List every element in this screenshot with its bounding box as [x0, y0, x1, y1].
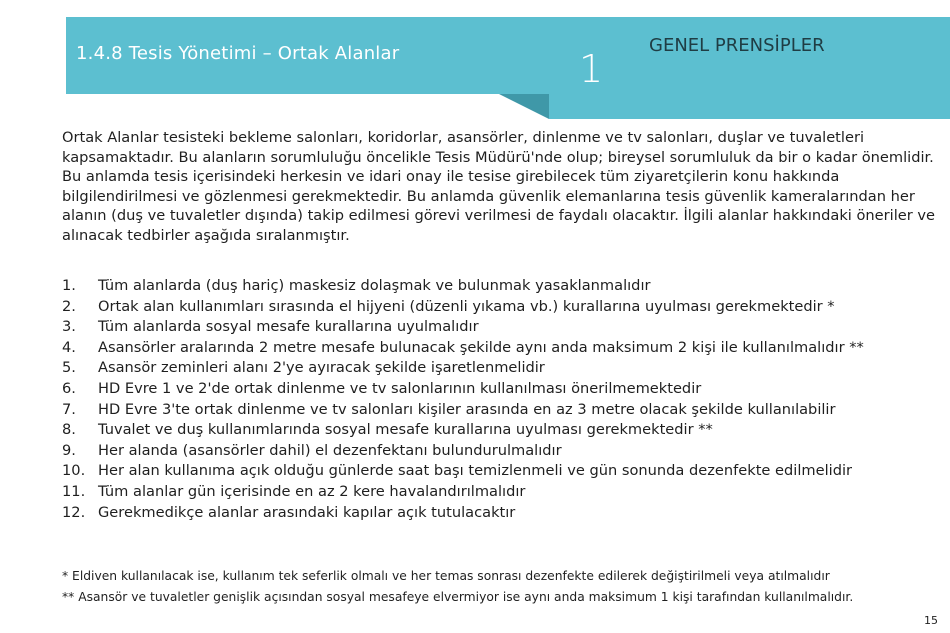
- list-item: [62, 441, 942, 462]
- list-item-number: 2.: [62, 297, 76, 315]
- list-item: [62, 400, 942, 421]
- intro-paragraph: Ortak Alanlar tesisteki bekleme salonları, koridorlar, asansörler, dinlenme ve tv salonları, duşlar ve tuvaletleri kapsamaktadır. Bu alanların sorumluluğu öncelikle Tesis Müdürü'nde olup; bireysel sorumluluk da bir o kadar önemlidir. Bu anlamda tesis içerisindeki herkesin ve idari onay ile tesise girebilecek tüm ziyaretçilerin konu hakkında bilgilendirilmesi ve gözlenmesi gerekmektedir. Bu anlamda güvenlik elemanlarına tesis güvenlik kameralarından her alanın (duş ve tuvaletler dışında) takip edilmesi görevi verilmesi de faydalı olacaktır. İlgili alanlar hakkındaki öneriler ve alınacak tedbirler aşağıda sıralanmıştır.: [62, 129, 936, 244]
- list-item-number: 1.: [62, 277, 76, 294]
- section-title: 1.4.8 Tesis Yönetimi – Ortak Alanlar: [76, 43, 400, 64]
- list-item: [62, 338, 942, 359]
- list-item: [62, 297, 942, 318]
- list-item-text: Tuvalet ve duş kullanımlarında sosyal mesafe kurallarına uyulması gerekmektedir **: [98, 421, 713, 439]
- list-item-number: 6.: [62, 379, 76, 397]
- list-item: [62, 503, 942, 524]
- list-item-text: Her alan kullanıma açık olduğu günlerde saat başı temizlenmeli ve gün sonunda dezenfekte edilmelidir: [98, 462, 853, 480]
- list-item-number: 4.: [62, 338, 76, 356]
- list-item: [62, 420, 942, 441]
- footnote-single-asterisk: * Eldiven kullanılacak ise, kullanım tek seferlik olmalı ve her temas sonrası dezenfekte edilerek değiştirilmeli veya atılmalıdır: [62, 569, 830, 583]
- chapter-number: 1: [579, 47, 604, 91]
- list-item-text: HD Evre 1 ve 2'de ortak dinlenme ve tv salonlarının kullanılması önerilmemektedir: [98, 379, 702, 397]
- footnote-double-asterisk: ** Asansör ve tuvaletler genişlik açısından sosyal mesafeye elvermiyor ise aynı anda maksimum 1 kişi tarafından kullanılmalıdır.: [62, 590, 854, 604]
- list-item-number: 3.: [62, 318, 76, 336]
- list-item: [62, 461, 942, 482]
- list-item: [62, 358, 942, 379]
- footnotes: [62, 566, 942, 608]
- section-banner: [66, 17, 499, 94]
- chapter-banner: [549, 17, 950, 119]
- list-item: [62, 379, 942, 400]
- chapter-heading: GENEL PRENSİPLER: [649, 35, 825, 56]
- measures-list: [62, 276, 942, 523]
- list-item-text: HD Evre 3'te ortak dinlenme ve tv salonları kişiler arasında en az 3 metre olacak şekilde kullanılabilir: [98, 400, 836, 418]
- list-item: [62, 482, 942, 503]
- list-item-text: Asansör zeminleri alanı 2'ye ayıracak şekilde işaretlenmelidir: [98, 359, 545, 377]
- list-item-number: 10.: [62, 462, 86, 480]
- list-item-text: Gerekmedikçe alanlar arasındaki kapılar açık tutulacaktır: [98, 503, 516, 521]
- list-item: [62, 276, 942, 297]
- banner-fold-decoration: [499, 17, 549, 119]
- list-item-number: 7.: [62, 400, 76, 418]
- list-item-number: 12.: [62, 503, 86, 521]
- list-item-text: Tüm alanlar gün içerisinde en az 2 kere havalandırılmalıdır: [98, 482, 526, 500]
- list-item-text: Tüm alanlarda (duş hariç) maskesiz dolaşmak ve bulunmak yasaklanmalıdır: [98, 277, 651, 294]
- list-item-text: Ortak alan kullanımları sırasında el hijyeni (düzenli yıkama vb.) kurallarına uyulması gerekmektedir *: [98, 297, 835, 315]
- list-item-number: 5.: [62, 359, 76, 377]
- list-item: [62, 317, 942, 338]
- list-item-text: Her alanda (asansörler dahil) el dezenfektanı bulundurulmalıdır: [98, 441, 562, 459]
- list-item-number: 8.: [62, 421, 76, 439]
- list-item-text: Tüm alanlarda sosyal mesafe kurallarına uyulmalıdır: [98, 318, 479, 336]
- list-item-number: 9.: [62, 441, 76, 459]
- list-item-number: 11.: [62, 482, 86, 500]
- page-number: 15: [924, 614, 938, 627]
- list-item-text: Asansörler aralarında 2 metre mesafe bulunacak şekilde aynı anda maksimum 2 kişi ile kullanılmalıdır **: [98, 338, 864, 356]
